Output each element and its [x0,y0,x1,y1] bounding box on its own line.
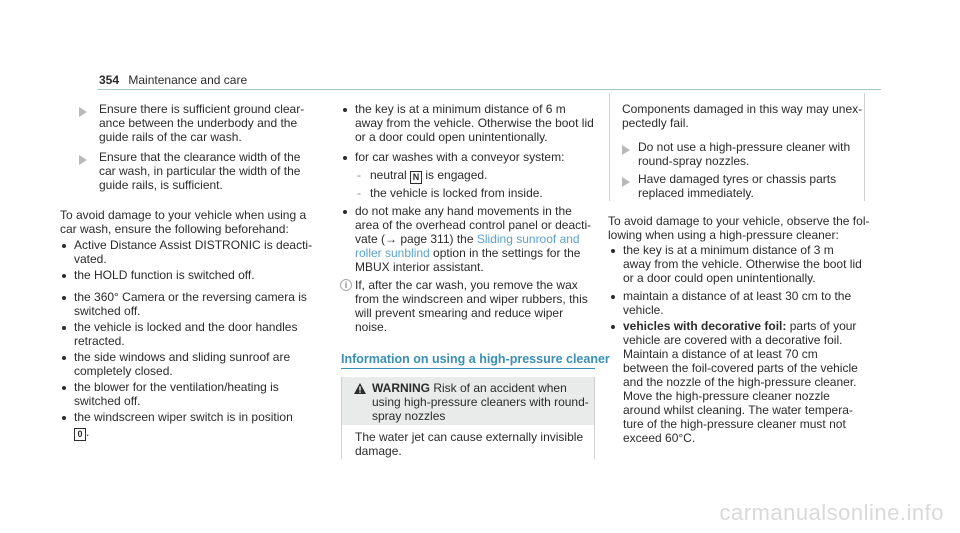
page-header [99,73,247,87]
c3-intro-line-2: lowing when using a high-pressure cleaner: [608,228,839,242]
bullet-3-line-1: the 360° Camera or the reversing camera is [74,290,307,304]
bullet [343,156,347,160]
c3-box-line-1: Components damaged in this way may unex- [622,102,863,116]
c2-sub-neutral: neutral N is engaged. [370,168,488,182]
page-ref-arrow-icon: → [385,232,398,246]
info-icon: i [340,279,352,291]
c2-bullet-1-line-2: away from the vehicle. Otherwise the boot lid [355,116,594,130]
bullet-5-line-2: completely closed. [74,364,173,378]
note-line-1: If, after the car wash, you remove the wax [355,278,578,292]
c2-bullet-2-line-1: for car washes with a conveyor system: [355,150,565,164]
step-2-line-3: guide rails, is sufficient. [99,178,223,192]
c3-bullet-3-line-4: between the foil-covered parts of the vehicle [623,361,858,375]
step-1-line-3: guide rails of the car wash. [99,130,242,144]
warning-line-3: spray nozzles [372,409,446,423]
warning-body-line-1: The water jet can cause externally invisible [355,430,584,444]
dash: - [357,186,361,200]
c3-bullet-3-line-9: exceed 60°C. [623,431,696,445]
neutral-gear-icon: N [410,171,422,184]
c3-intro-line-1: To avoid damage to your vehicle, observe the fol- [608,214,870,228]
c3-bullet-1-line-2: away from the vehicle. Otherwise the boot lid [623,257,862,271]
bullet-6-line-2: switched off. [74,394,141,408]
bullet-7-line-1: the windscreen wiper switch is in position [74,410,293,424]
watermark: carmanualsonline.info [719,500,944,525]
bullet-4-line-2: retracted. [74,334,125,348]
c2-bullet-1-line-3: or a door could open unintentionally. [355,130,548,144]
bullet [62,244,66,248]
bullet [62,296,66,300]
bullet [611,325,615,329]
section-name: Maintenance and care [128,73,248,87]
c3-bullet-3-line-8: ture of the high-pressure cleaner must not [623,417,846,431]
step-1-line-2: ance between the underbody and the [99,116,298,130]
sunblind-setting-link[interactable]: roller sunblind [355,246,430,260]
c3-step-2-line-1: Have damaged tyres or chassis parts [638,172,837,186]
warning-body-line-2: damage. [355,444,402,458]
step-arrow-icon [79,107,87,117]
page-number: 354 [99,73,120,87]
c2-sub-locked: the vehicle is locked from inside. [370,186,543,200]
c3-bullet-1-line-1: the key is at a minimum distance of 3 m [623,243,834,257]
bullet-7-line-2: 0 . [74,425,89,441]
intro-line-1: To avoid damage to your vehicle when using a [60,208,307,222]
c3-bullet-3-line-5: and the nozzle of the high-pressure cleaner. [623,375,857,389]
intro-line-2: car wash, ensure the following beforehand: [60,222,289,236]
warning-triangle-icon [354,383,366,394]
bullet-6-line-1: the blower for the ventilation/heating is [74,380,279,394]
c3-bullet-2-line-2: vehicle. [623,303,664,317]
c2-bullet-3-line-5: MBUX interior assistant. [355,260,484,274]
bullet [343,108,347,112]
step-2-line-1: Ensure that the clearance width of the [99,150,301,164]
warning-line-1: WARNING Risk of an accident when [372,381,567,395]
c3-step-1-line-2: round-spray nozzles. [638,154,750,168]
bullet [343,210,347,214]
section-title-underline [341,368,595,369]
c2-bullet-1-line-1: the key is at a minimum distance of 6 m [355,102,566,116]
warning-line-2: using high-pressure cleaners with round- [372,395,589,409]
c3-step-1-line-1: Do not use a high-pressure cleaner with [638,140,851,154]
c3-bullet-3-line-3: Maintain a distance of at least 70 cm [623,347,818,361]
decorative-foil-heading: vehicles with decorative foil: [623,319,787,333]
note-line-3: will prevent smearing and reduce wiper [355,306,564,320]
bullet-5-line-1: the side windows and sliding sunroof are [74,350,291,364]
sunroof-setting-link[interactable]: Sliding sunroof and [476,232,580,246]
bullet [62,356,66,360]
note-line-2: from the windscreen and wiper rubbers, this [355,292,588,306]
step-arrow-icon [622,177,630,187]
step-2-line-2: car wash, in particular the width of the [99,164,301,178]
bullet-1-line-1: Active Distance Assist DISTRONIC is deacti- [74,238,313,252]
step-arrow-icon [79,155,87,165]
c3-bullet-3-line-1: vehicles with decorative foil: parts of your [623,319,857,333]
c3-bullet-1-line-3: or a door could open unintentionally. [623,271,816,285]
warning-label: WARNING [372,381,430,395]
bullet-4-line-1: the vehicle is locked and the door handles [74,320,298,334]
bullet [62,416,66,420]
wiper-position-0-icon: 0 [74,428,86,441]
c2-bullet-3-line-1: do not make any hand movements in the [355,204,572,218]
dash: - [357,168,361,182]
c3-bullet-3-line-2: vehicle are covered with a decorative foil. [623,333,843,347]
c2-bullet-3-line-3: vate (→ page 311) the Sliding sunroof and [355,232,580,246]
section-title: Information on using a high-pressure cleaner [341,352,610,366]
c3-step-2-line-2: replaced immediately. [638,186,754,200]
c3-bullet-3-line-6: Move the high-pressure cleaner nozzle [623,389,830,403]
c3-bullet-2-line-1: maintain a distance of at least 30 cm to the [623,289,852,303]
note-line-4: noise. [355,320,388,334]
step-1-line-1: Ensure there is sufficient ground clear- [99,102,305,116]
bullet [62,326,66,330]
bullet [611,249,615,253]
bullet-1-line-2: vated. [74,252,107,266]
bullet [62,386,66,390]
c3-bullet-3-line-7: around whilst cleaning. The water tempera- [623,403,853,417]
header-rule [97,89,881,90]
bullet-3-line-2: switched off. [74,304,141,318]
c3-box-line-2: pectedly fail. [622,116,689,130]
bullet [611,295,615,299]
c2-bullet-3-line-4: roller sunblind option in the settings for the [355,246,581,260]
bullet [62,274,66,278]
step-arrow-icon [622,145,630,155]
bullet-2-line-1: the HOLD function is switched off. [74,268,255,282]
c2-bullet-3-line-2: area of the overhead control panel or deacti- [355,218,592,232]
